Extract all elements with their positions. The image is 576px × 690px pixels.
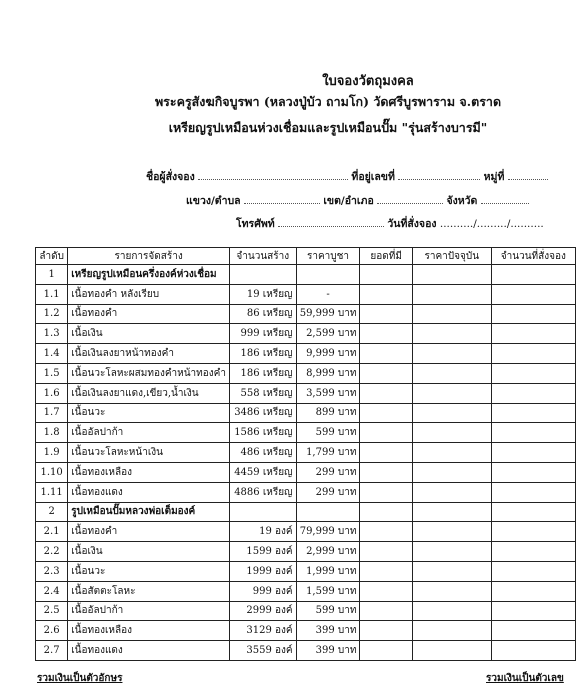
row-order-qty-cell[interactable] [491,324,575,344]
row-current-price-cell[interactable] [412,601,491,621]
row-stock-cell[interactable] [360,443,412,463]
row-price: 1,599 บาท [296,581,360,601]
col-header-qty: จำนวนสร้าง [229,248,296,265]
table-group-row [36,502,576,522]
row-price: 8,999 บาท [296,363,360,383]
table-row [36,561,576,581]
table-row [36,641,576,661]
row-number: 1.8 [36,423,68,443]
row-number: 1.1 [36,284,68,304]
row-price: 299 บาท [296,462,360,482]
row-current-price-cell[interactable] [412,542,491,562]
moo-label: หมู่ที่ [483,171,505,183]
row-price: 9,999 บาท [296,344,360,364]
table-row [36,423,576,443]
table-row [36,344,576,364]
address-field[interactable] [398,170,480,180]
row-order-qty-cell[interactable] [491,522,575,542]
form-title: ใบจองวัตถุมงคล [322,74,414,89]
col-header-stock: ยอดที่มี [360,248,412,265]
table-row [36,443,576,463]
province-label: จังหวัด [446,195,478,207]
row-price: 899 บาท [296,403,360,423]
subdistrict-field[interactable] [244,194,320,204]
row-item-name: เนื้อทองคำ หลังเรียบ [68,284,230,304]
form-row-location [186,192,529,209]
row-price: 599 บาท [296,423,360,443]
temple-line: พระครูสังฆกิจบูรพา (หลวงปู่บัว ถามโก) วัดศรีบูรพาราม จ.ตราด [154,94,502,109]
col-header-price: ราคาบูชา [296,248,360,265]
table-row [36,403,576,423]
row-price: 299 บาท [296,482,360,502]
row-item-name: เนื้ออัลปาก้า [68,601,230,621]
row-order-qty-cell[interactable] [491,363,575,383]
row-current-price-cell[interactable] [412,363,491,383]
row-price: 599 บาท [296,601,360,621]
row-item-name: เนื้อทองเหลือง [68,621,230,641]
row-price: 59,999 บาท [296,304,360,324]
row-number: 2.6 [36,621,68,641]
row-quantity: 186 เหรียญ [229,344,296,364]
row-order-qty-cell[interactable] [491,344,575,364]
row-price: 79,999 บาท [296,522,360,542]
row-number: 1.4 [36,344,68,364]
table-row [36,522,576,542]
row-stock-cell[interactable] [360,284,412,304]
col-header-order-qty: จำนวนที่สั่งจอง [491,248,575,265]
row-price: - [296,284,360,304]
row-order-qty-cell[interactable] [491,621,575,641]
row-price: 399 บาท [296,621,360,641]
row-item-name: เนื้ออัลปาก้า [68,423,230,443]
name-field[interactable] [198,170,348,180]
row-stock-cell[interactable] [360,324,412,344]
row-stock-cell[interactable] [360,383,412,403]
row-number: 1.10 [36,462,68,482]
row-number: 1.9 [36,443,68,463]
district-field[interactable] [377,194,443,204]
row-stock-cell[interactable] [360,482,412,502]
row-quantity: 186 เหรียญ [229,363,296,383]
row-order-qty-cell[interactable] [491,265,575,285]
row-quantity: 1586 เหรียญ [229,423,296,443]
row-number: 1.5 [36,363,68,383]
row-stock-cell[interactable] [360,561,412,581]
district-label: เขต/อำเภอ [323,195,374,207]
row-price: 1,999 บาท [296,561,360,581]
table-row [36,383,576,403]
row-quantity: 558 เหรียญ [229,383,296,403]
row-quantity [229,502,296,522]
order-table [35,247,576,661]
row-current-price-cell[interactable] [412,284,491,304]
row-number: 1.3 [36,324,68,344]
row-price: 2,599 บาท [296,324,360,344]
row-current-price-cell[interactable] [412,324,491,344]
row-price: 2,999 บาท [296,542,360,562]
row-number: 2.7 [36,641,68,661]
col-header-item: รายการจัดสร้าง [68,248,230,265]
row-quantity: 3559 องค์ [229,641,296,661]
row-quantity: 486 เหรียญ [229,443,296,463]
table-row [36,462,576,482]
row-current-price-cell[interactable] [412,522,491,542]
row-item-name: เนื้อสัตตะโลหะ [68,581,230,601]
table-row [36,324,576,344]
row-item-name: เนื้อเงิน [68,542,230,562]
row-item-name: เนื้อนวะโลหะผสมทองคำหน้าทองคำ [68,363,230,383]
form-row-contact [236,215,544,232]
row-current-price-cell[interactable] [412,304,491,324]
row-item-name: เนื้อทองแดง [68,482,230,502]
row-current-price-cell[interactable] [412,265,491,285]
subdistrict-label: แขวง/ตำบล [186,195,241,207]
row-item-name: เนื้อทองคำ [68,304,230,324]
row-order-qty-cell[interactable] [491,641,575,661]
row-current-price-cell[interactable] [412,502,491,522]
row-item-name: เนื้อนวะโลหะหน้าเงิน [68,443,230,463]
row-order-qty-cell[interactable] [491,304,575,324]
row-order-qty-cell[interactable] [491,581,575,601]
table-group-row [36,265,576,285]
row-number: 1.2 [36,304,68,324]
row-quantity: 1999 องค์ [229,561,296,581]
row-current-price-cell[interactable] [412,423,491,443]
row-item-name: เนื้อทองเหลือง [68,462,230,482]
row-quantity [229,265,296,285]
row-current-price-cell[interactable] [412,561,491,581]
phone-label: โทรศัพท์ [236,218,275,230]
row-current-price-cell[interactable] [412,482,491,502]
row-stock-cell[interactable] [360,621,412,641]
col-header-no: ลำดับ [36,248,68,265]
row-number: 1.11 [36,482,68,502]
total-text-label: รวมเงินเป็นตัวอักษร [37,673,123,684]
row-item-name: เนื้อนวะ [68,561,230,581]
table-row [36,304,576,324]
form-row-name [146,168,548,185]
date-field[interactable]: ........../........./.......... [439,218,544,230]
moo-field[interactable] [508,170,548,180]
table-row [36,581,576,601]
row-stock-cell[interactable] [360,265,412,285]
row-quantity: 4459 เหรียญ [229,462,296,482]
row-stock-cell[interactable] [360,304,412,324]
row-item-name: เนื้อเงิน [68,324,230,344]
row-number: 2.3 [36,561,68,581]
row-stock-cell[interactable] [360,363,412,383]
row-order-qty-cell[interactable] [491,601,575,621]
row-order-qty-cell[interactable] [491,561,575,581]
row-stock-cell[interactable] [360,641,412,661]
table-row [36,363,576,383]
row-order-qty-cell[interactable] [491,383,575,403]
row-order-qty-cell[interactable] [491,403,575,423]
row-item-name: เนื้อเงินลงยาแดง,เขียว,น้ำเงิน [68,383,230,403]
row-stock-cell[interactable] [360,403,412,423]
row-quantity: 999 เหรียญ [229,324,296,344]
row-order-qty-cell[interactable] [491,462,575,482]
row-current-price-cell[interactable] [412,383,491,403]
row-order-qty-cell[interactable] [491,502,575,522]
row-quantity: 2999 องค์ [229,601,296,621]
row-item-name: เนื้อทองคำ [68,522,230,542]
row-stock-cell[interactable] [360,462,412,482]
row-number: 1.7 [36,403,68,423]
row-item-name: รูปเหมือนปั๊มหลวงพ่อเต็มองค์ [68,502,230,522]
row-stock-cell[interactable] [360,601,412,621]
row-quantity: 3486 เหรียญ [229,403,296,423]
row-price: 399 บาท [296,641,360,661]
row-item-name: เนื้อทองแดง [68,641,230,661]
table-row [36,542,576,562]
row-quantity: 19 องค์ [229,522,296,542]
phone-field[interactable] [278,217,384,227]
row-current-price-cell[interactable] [412,641,491,661]
row-number: 2.5 [36,601,68,621]
address-label: ที่อยู่เลขที่ [351,171,395,183]
row-quantity: 999 องค์ [229,581,296,601]
row-current-price-cell[interactable] [412,581,491,601]
row-stock-cell[interactable] [360,502,412,522]
row-current-price-cell[interactable] [412,344,491,364]
row-price: 3,599 บาท [296,383,360,403]
row-stock-cell[interactable] [360,581,412,601]
row-stock-cell[interactable] [360,423,412,443]
table-header-row [36,248,576,265]
table-row [36,482,576,502]
row-number: 2.1 [36,522,68,542]
row-number: 2.4 [36,581,68,601]
row-price [296,265,360,285]
row-number: 2.2 [36,542,68,562]
row-price [296,502,360,522]
name-label: ชื่อผู้สั่งจอง [146,171,195,183]
row-item-name: เนื้อนวะ [68,403,230,423]
row-current-price-cell[interactable] [412,403,491,423]
row-stock-cell[interactable] [360,522,412,542]
table-row [36,284,576,304]
row-quantity: 1599 องค์ [229,542,296,562]
row-stock-cell[interactable] [360,344,412,364]
row-number: 1.6 [36,383,68,403]
row-quantity: 86 เหรียญ [229,304,296,324]
row-item-name: เนื้อเงินลงยาหน้าทองคำ [68,344,230,364]
row-price: 1,799 บาท [296,443,360,463]
province-field[interactable] [481,194,529,204]
total-number-label: รวมเงินเป็นตัวเลข [486,673,564,684]
row-order-qty-cell[interactable] [491,423,575,443]
table-row [36,621,576,641]
row-current-price-cell[interactable] [412,443,491,463]
row-order-qty-cell[interactable] [491,443,575,463]
row-current-price-cell[interactable] [412,462,491,482]
row-number: 1 [36,265,68,285]
row-order-qty-cell[interactable] [491,542,575,562]
date-label: วันที่สั่งจอง [387,218,437,230]
row-item-name: เหรียญรูปเหมือนครึ่งองค์ห่วงเชื่อม [68,265,230,285]
row-current-price-cell[interactable] [412,621,491,641]
row-stock-cell[interactable] [360,542,412,562]
row-order-qty-cell[interactable] [491,284,575,304]
row-quantity: 19 เหรียญ [229,284,296,304]
row-quantity: 3129 องค์ [229,621,296,641]
col-header-current-price: ราคาปัจจุบัน [412,248,491,265]
row-number: 2 [36,502,68,522]
row-quantity: 4886 เหรียญ [229,482,296,502]
edition-line: เหรียญรูปเหมือนห่วงเชื่อมและรูปเหมือนปั๊ม "รุ่นสร้างบารมี" [168,120,488,135]
table-row [36,601,576,621]
row-order-qty-cell[interactable] [491,482,575,502]
